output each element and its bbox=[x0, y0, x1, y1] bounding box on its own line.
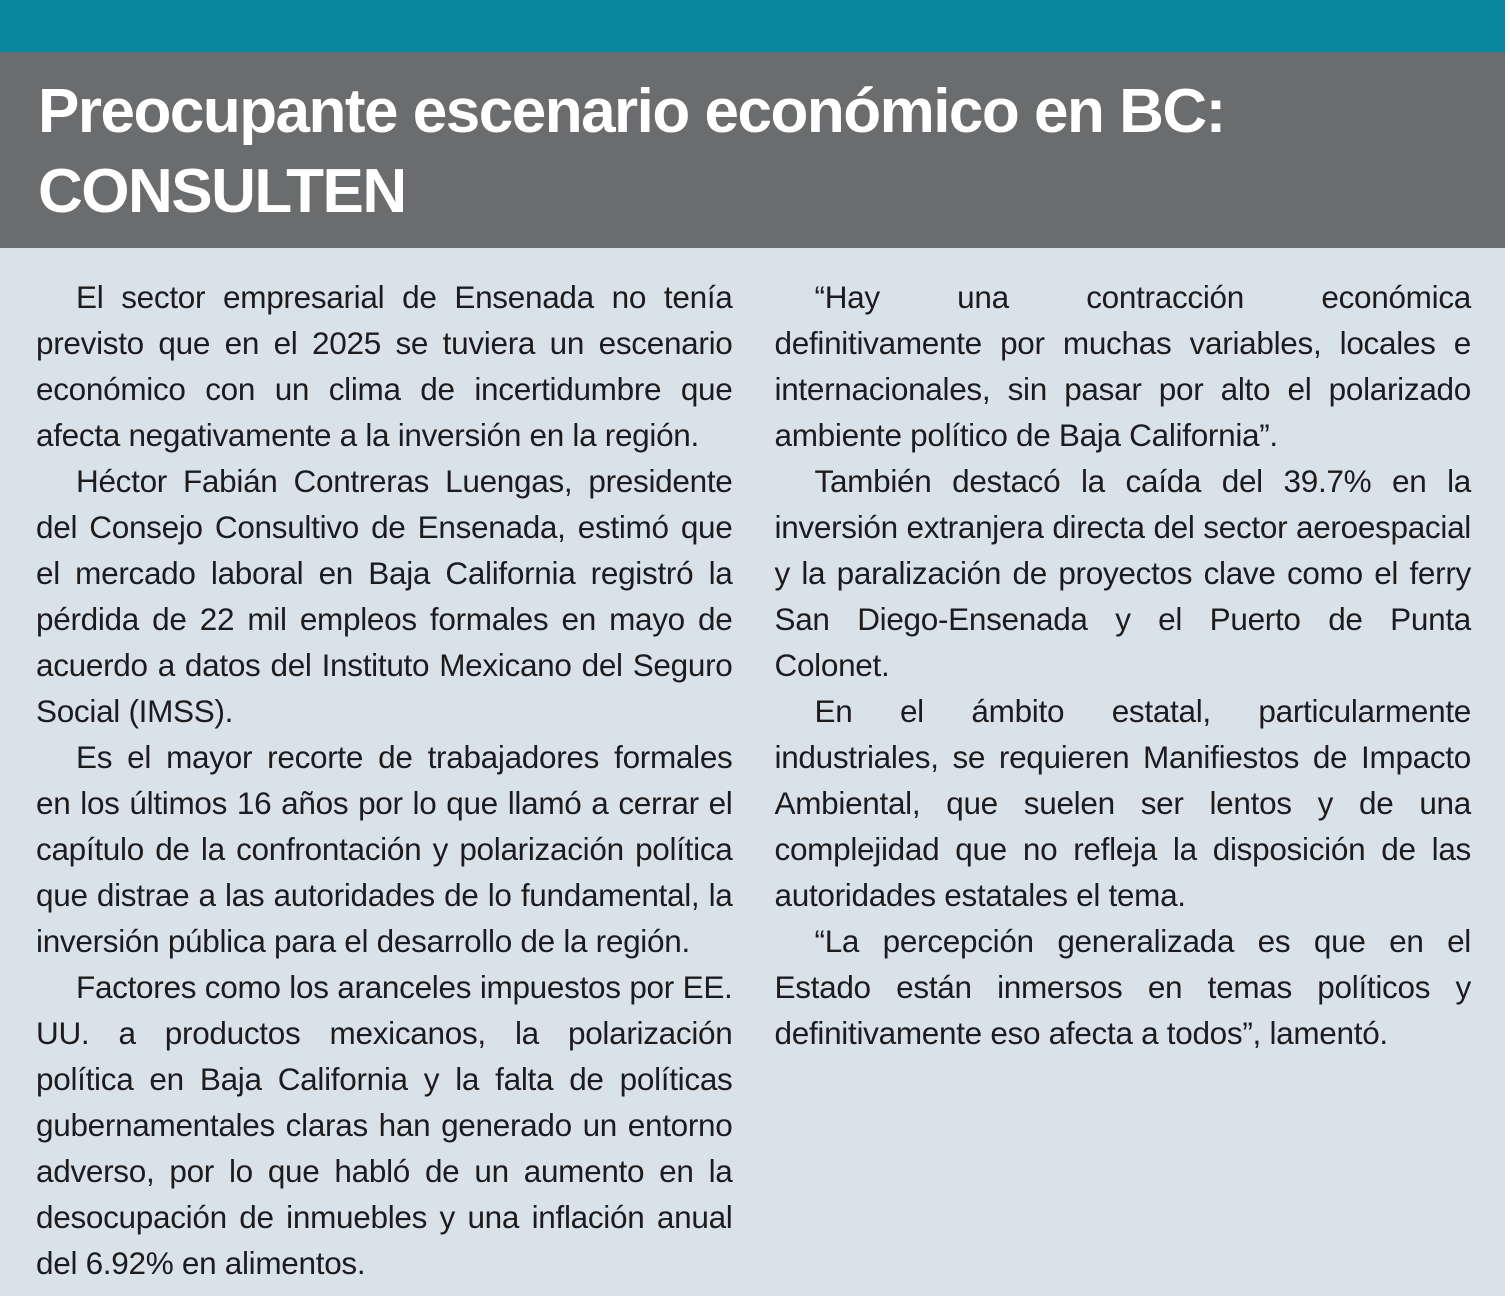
article-body bbox=[0, 248, 1505, 1296]
headline-line-1: Preocupante escenario económico en BC: bbox=[38, 77, 1225, 146]
article-columns bbox=[0, 248, 1505, 1296]
article-paragraph-2: Héctor Fabián Contreras Luengas, presidente del Consejo Consultivo de Ensenada, estimó que el mercado laboral en Baja California registró la pérdida de 22 mil empleos formales en mayo de acuerdo a datos del Instituto Mexicano del Seguro Social (IMSS). bbox=[36, 463, 733, 729]
headline bbox=[0, 52, 1505, 232]
article-paragraph-4: Factores como los aranceles impuestos por EE. UU. a productos mexicanos, la polarización política en Baja California y la falta de políticas gubernamentales claras han generado un entorno adverso, por lo que habló de un aumento en la desocupación de inmuebles y una inflación anual del 6.92% en alimentos. bbox=[36, 969, 733, 1281]
article-paragraph-3: Es el mayor recorte de trabajadores formales en los últimos 16 años por lo que llamó a cerrar el capítulo de la confrontación y polarización política que distrae a las autoridades de lo fundamental, la inversión pública para el desarrollo de la región. bbox=[36, 739, 733, 959]
article-paragraph-5: “Hay una contracción económica definitivamente por muchas variables, locales e internacionales, sin pasar por alto el polarizado ambiente político de Baja California”. bbox=[774, 279, 1471, 453]
article-paragraph-1: El sector empresarial de Ensenada no tenía previsto que en el 2025 se tuviera un escenario económico con un clima de incertidumbre que afecta negativamente a la inversión en la región. bbox=[36, 279, 733, 453]
headline-block bbox=[0, 52, 1505, 248]
headline-line-2: CONSULTEN bbox=[38, 157, 406, 226]
article-paragraph-6: También destacó la caída del 39.7% en la inversión extranjera directa del sector aeroespacial y la paralización de proyectos clave como el ferry San Diego-Ensenada y el Puerto de Punta Colonet. bbox=[774, 463, 1471, 683]
article-paragraph-8: “La percepción generalizada es que en el Estado están inmersos en temas políticos y definitivamente eso afecta a todos”, lamentó. bbox=[774, 923, 1471, 1051]
article-paragraph-7: En el ámbito estatal, particularmente industriales, se requieren Manifiestos de Impacto Ambiental, que suelen ser lentos y de una complejidad que no refleja la disposición de las autoridades estatales el tema. bbox=[774, 693, 1471, 913]
top-accent-bar bbox=[0, 0, 1505, 52]
